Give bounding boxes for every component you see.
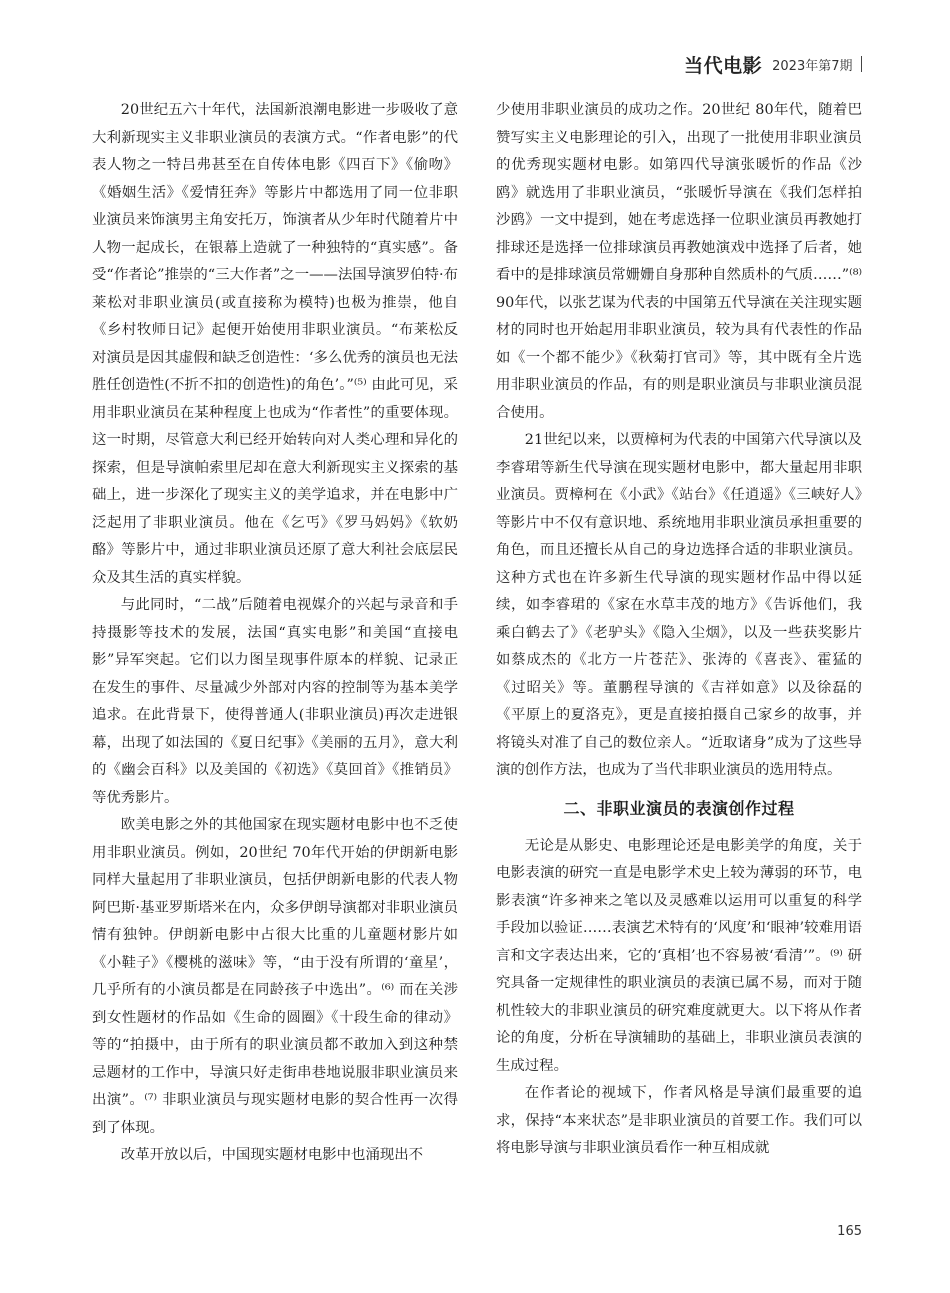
section-heading: 二、非职业演员的表演创作过程 [563,798,795,818]
header-divider [861,56,863,72]
paragraph: 改革开放以后，中国现实题材电影中也涌现出不 [120,1147,424,1163]
paragraph: 无论是从影史、电影理论还是电影美学的角度，关于电影表演的研究一直是电影学术史上较为薄弱的环节，电影表演“许多神来之笔以及灵感难以运用可以重复的科学手段加以验证……表演艺术特有的‘风度’和‘眼神’较难用语言和文字表达出来，它的‘真相’也不容易被‘看清’”。⁽⁹⁾ 研究具备一定规律性的职业演员的表演已属不易，而对于随机性较大的非职业演员的研究难度就更大。以下将从作者论的角度，分析在导演辅助的基础上，非职业演员表演的生成过程。 [496,837,862,1074]
paragraph: 21世纪以来，以贾樟柯为代表的中国第六代导演以及李睿珺等新生代导演在现实题材电影中，都大量起用非职业演员。贾樟柯在《小武》《站台》《任逍遥》《三峡好人》等影片中不仅有意识地、系统地用非职业演员承担重要的角色，而且还擅长从自己的身边选择合适的非职业演员。这种方式也在许多新生代导演的现实题材作品中得以延续，如李睿珺的《家在水草丰茂的地方》《告诉他们，我乘白鹤去了》《老驴头》《隐入尘烟》，以及一些获奖影片如蔡成杰的《北方一片苍茫》、张涛的《喜丧》、霍猛的《过昭关》等。董鹏程导演的《吉祥如意》以及徐磊的《平原上的夏洛克》，更是直接拍摄自己家乡的故事，并将镜头对准了自己的数位亲人。“近取诸身”成为了这些导演的创作方法，也成为了当代非职业演员的选用特点。 [496,432,862,778]
paragraph: 与此同时，“二战”后随着电视媒介的兴起与录音和手持摄影等技术的发展，法国“真实电影”和美国“直接电影”异军突起。它们以力图呈现事件原本的样貌、记录正在发生的事件、尽量减少外部对内容的控制等为基本美学追求。在此背景下，使得普通人(非职业演员)再次走进银幕，出现了如法国的《夏日纪事》《美丽的五月》，意大利的《幽会百科》以及美国的《初选》《莫回首》《推销员》等优秀影片。 [92,597,458,806]
page-number: 165 [837,1224,862,1239]
left-column [92,97,458,1170]
running-header [684,50,862,78]
paragraph: 20世纪五六十年代，法国新浪潮电影进一步吸收了意大利新现实主义非职业演员的表演方式。“作者电影”的代表人物之一特吕弗甚至在自传体电影《四百下》《偷吻》《婚姻生活》《爱情狂奔》等影片中都选用了同一位非职业演员来饰演男主角安托万，饰演者从少年时代随着片中人物一起成长，在银幕上造就了一种独特的“真实感”。备受“作者论”推崇的“三大作者”之一——法国导演罗伯特·布莱松对非职业演员(或直接称为模特)也极为推崇，他自《乡村牧师日记》起便开始使用非职业演员。“布莱松反对演员是因其虚假和缺乏创造性：‘多么优秀的演员也无法胜任创造性(不折不扣的创造性)的角色’。”⁽⁵⁾ 由此可见，采用非职业演员在某种程度上也成为“作者性”的重要体现。这一时期，尽管意大利已经开始转向对人类心理和异化的探索，但是导演帕索里尼却在意大利新现实主义探索的基础上，进一步深化了现实主义的美学追求，并在电影中广泛起用了非职业演员。他在《乞丐》《罗马妈妈》《软奶酪》等影片中，通过非职业演员还原了意大利社会底层民众及其生活的真实样貌。 [92,102,458,586]
issue-label: 2023年第7期 [772,58,853,74]
paragraph-continued: 少使用非职业演员的成功之作。20世纪 80年代，随着巴赞写实主义电影理论的引入，出现了一批使用非职业演员的优秀现实题材电影。如第四代导演张暖忻的作品《沙鸥》就选用了非职业演员，“张暖忻导演在《我们怎样拍沙鸥》一文中提到，她在考虑选择一位职业演员再教她打排球还是选择一位排球演员再教她演戏中选择了后者，她看中的是排球演员常姗姗自身那种自然质朴的气质……”⁽⁸⁾ 90年代，以张艺谋为代表的中国第五代导演在关注现实题材的同时也开始起用非职业演员，较为具有代表性的作品如《一个都不能少》《秋菊打官司》等，其中既有全片选用非职业演员的作品，有的则是职业演员与非职业演员混合使用。 [496,102,862,421]
journal-title: 当代电影 [684,54,763,77]
paragraph: 欧美电影之外的其他国家在现实题材电影中也不乏使用非职业演员。例如，20世纪 70年代开始的伊朗新电影同样大量起用了非职业演员，包括伊朗新电影的代表人物阿巴斯·基亚罗斯塔米在内，众多伊朗导演都对非职业演员情有独钟。伊朗新电影中占很大比重的儿童题材影片如《小鞋子》《樱桃的滋味》等，“由于没有所谓的‘童星’，几乎所有的小演员都是在同龄孩子中选出”。⁽⁶⁾ 而在关涉到女性题材的作品如《生命的圆圈》《十段生命的律动》等的“拍摄中，由于所有的职业演员都不敢加入到这种禁忌题材的工作中，导演只好走街串巷地说服非职业演员来出演”。⁽⁷⁾ 非职业演员与现实题材电影的契合性再一次得到了体现。 [92,817,458,1136]
right-column [496,97,862,1163]
paragraph: 在作者论的视域下，作者风格是导演们最重要的追求，保持“本来状态”是非职业演员的首要工作。我们可以将电影导演与非职业演员看作一种互相成就 [496,1085,862,1156]
